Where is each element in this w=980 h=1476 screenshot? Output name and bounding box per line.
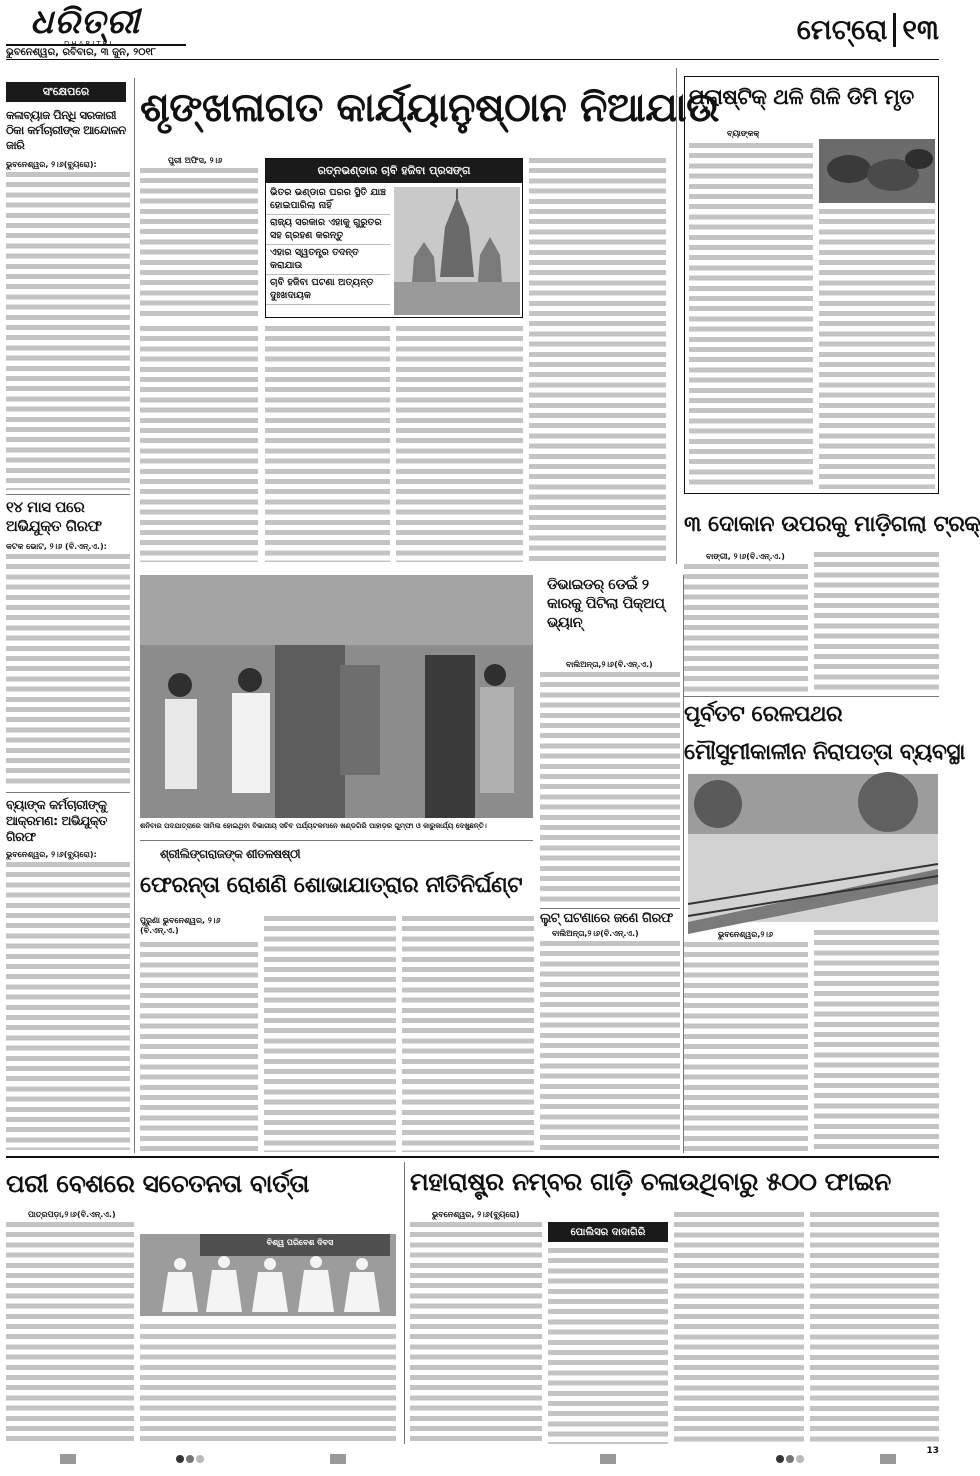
brief1-dateline: ଭୁବନେଶ୍ୱର, ୨।୬(ବ୍ୟୁରୋ): (6, 160, 97, 169)
procession-byline: ପୁରୁଣା ଭୁବନେଶ୍ୱର, ୨।୬ (ବି.ଏନ୍.ଏ.) (140, 916, 221, 935)
rail-body-col1 (684, 942, 808, 1152)
lead-bullet: ଚାବି ହଜିବା ଘଟଣା ଅତ୍ୟନ୍ତ ଦୁଃଖଦାୟକ (266, 275, 390, 305)
lead-body-col3 (396, 326, 523, 562)
brief-separator (6, 494, 130, 495)
column-rule (676, 68, 677, 564)
column-rule (404, 1162, 405, 1444)
fine-label: ପୋଲିସର ଦାଦାଗିରି (548, 1222, 668, 1242)
masthead-rule (6, 59, 939, 60)
divider-byline: ବାଲିଅନ୍ତା,୨।୬(ବି.ଏନ୍.ଏ.) (566, 660, 653, 669)
fine-body-col4 (810, 1212, 939, 1444)
section-title (797, 10, 939, 50)
loot-body (540, 941, 680, 1151)
brief3-dateline: ଭୁବନେଶ୍ୱର, ୨।୬(ବ୍ୟୁରୋ): (6, 850, 97, 859)
brief2-dateline: କଟକ ଭୋଟ, ୨।୬ (ବି.ଏନ୍.ଏ.): (6, 542, 107, 551)
lead-bullet-list (266, 185, 390, 305)
rail-headline-line1: ପୂର୍ବତଟ ରେଳପଥର (684, 702, 843, 727)
fairy-headline: ପରୀ ବେଶରେ ସଚେତନତା ବାର୍ତ୍ତା (6, 1169, 309, 1198)
procession-body-col2 (264, 916, 396, 1152)
brief1-body (6, 172, 130, 490)
fine-headline: ମହାରାଷ୍ଟ୍ର ନମ୍ବର ଗାଡ଼ି ଚଳାଉଥିବାରୁ ୫୦୦ ଫାଇନ (410, 1167, 891, 1196)
story-separator (684, 696, 939, 697)
fairy-body-col1 (6, 1222, 134, 1444)
fine-byline: ଭୁବନେଶ୍ୱର, ୨।୬(ବ୍ୟୁରୋ) (432, 1210, 520, 1219)
plastic-byline: ବ୍ୟାଙ୍କକ୍ (727, 129, 760, 138)
railway-track-image (688, 774, 938, 922)
brief-separator (6, 792, 130, 793)
lead-info-box (265, 158, 523, 318)
fine-body-col1 (410, 1222, 542, 1444)
truck-byline: ବାଙ୍ଗୀ, ୨।୬(ବି.ଏନ୍.ଏ.) (706, 552, 785, 561)
plastic-body-col1 (689, 143, 813, 489)
lead-bullet: ରାଜ୍ୟ ସରକାର ଏହାକୁ ଗୁରୁତର ସହ ଗ୍ରହଣ କରନ୍ତୁ (266, 215, 390, 245)
lead-body-col1 (140, 168, 258, 320)
brief3-body (6, 862, 130, 1150)
temple-photo (394, 187, 520, 315)
plastic-body-col2 (819, 209, 935, 489)
section-divider (893, 13, 896, 47)
plastic-headline: ପ୍ଲାଷ୍ଟିକ୍ ଥଳି ଗିଳି ଡିମି ମୃତ (689, 85, 914, 109)
page-number-label: ୧୩ (902, 13, 939, 46)
divider-headline: ଡିଭାଇଡର୍ ଡେଇଁ ୨ କାରକୁ ପିଟିଲା ପିକ୍ଅପ୍ ଭ୍ୟାନ୍ (547, 577, 665, 631)
temple-illustration (394, 187, 520, 315)
page-footer (0, 1448, 945, 1472)
procession-body-col3 (402, 916, 534, 1152)
procession-headline: ଫେରନ୍ତା ରୋଶଣି ଶୋଭାଯାତ୍ରାର ନୀତିନିର୍ଘଣ୍ଟ (140, 873, 523, 898)
cave-photo-caption: ଶନିବାର ପଦଯାତ୍ରାରେ ସାମିଲ ହୋଇଥିବା ବିଭାଗୀୟ ସଚିବ ପର୍ଯ୍ୟଟକମାନେ ଖଣ୍ଡଗିରି ପାହାଡ଼ର ଗୁମ୍ଫା ଓ କାରୁକାର୍ଯ୍ୟ ଦେଖୁଛନ୍ତି। (140, 822, 487, 830)
rail-headline-line2: ମୌସୁମୀକାଳୀନ ନିରାପତ୍ତା ବ୍ୟବସ୍ଥା (684, 740, 965, 765)
rail-body-col2 (814, 930, 939, 1152)
story-separator (540, 908, 680, 909)
lead-bullet: ଏହାର ସ୍ୱତନ୍ତ୍ର ତଦନ୍ତ କରାଯାଉ (266, 245, 390, 275)
lead-bullet: ଭିତର ଭଣ୍ଡାର ଘରର ସ୍ଥିତି ଯାଞ୍ଚ ହୋଇପାରିଲା ନାହିଁ (266, 185, 390, 215)
logo-text: ଧରିତ୍ରୀ (30, 2, 141, 42)
truck-headline: ୩ ଦୋକାନ ଉପରକୁ ମାଡ଼ିଗଲା ଟ୍ରକ୍ (684, 512, 980, 537)
fairy-photo-banner: ବିଶ୍ୱ ପରିବେଶ ଦିବସ (266, 1238, 334, 1247)
rail-photo (688, 774, 938, 922)
lead-box-title: ରତ୍ନଭଣ୍ଡାର ଚାବି ହଜିବା ପ୍ରସଙ୍ଗ (266, 159, 522, 183)
divider-body (540, 672, 680, 904)
brief2-headline: ୧୪ ମାସ ପରେ ଅଭିଯୁକ୍ତ ଗିରଫ (6, 498, 102, 535)
lead-byline: ପୁରୀ ଅଫିସ, ୨।୬ (168, 156, 223, 165)
rail-byline: ଭୁବନେଶ୍ୱର,୨।୬ (718, 930, 773, 939)
brief3-headline: ବ୍ୟାଙ୍କ କର୍ମଚାରୀଙ୍କୁ ଆକ୍ରମଣ: ଅଭିଯୁକ୍ତ ଗିରଫ (6, 797, 107, 844)
fairy-body-col2 (140, 1324, 396, 1444)
plastic-photo (819, 139, 935, 203)
lead-body-col1b (140, 326, 258, 562)
fine-body-col3 (674, 1212, 804, 1444)
truck-body-col2 (814, 552, 939, 694)
procession-body-col1 (140, 942, 258, 1152)
plastic-story-box (684, 76, 939, 494)
fairy-byline: ପାତ୍ରପଡ଼ା,୨।୬(ବି.ଏନ୍.ଏ.) (28, 1210, 116, 1219)
truck-body-col1 (684, 564, 808, 694)
fairy-photo (140, 1234, 396, 1316)
logo-subtext: DHARITRI (64, 40, 114, 48)
fine-body-col2 (548, 1248, 668, 1444)
page-number: 13 (926, 1446, 939, 1456)
cave-visit-image (140, 575, 533, 818)
section-label: ମେଟ୍ରୋ (796, 13, 888, 46)
section-rule (6, 1156, 939, 1158)
brief2-body (6, 554, 130, 786)
column-rule (134, 78, 135, 1153)
lead-body-col4 (529, 158, 666, 562)
loot-byline: ବାଲିଅନ୍ତା,୨।୬(ବି.ଏନ୍.ଏ.) (552, 929, 639, 938)
dateline: ଭୁବନେଶ୍ୱର, ରବିବାର, ୩ ଜୁନ, ୨୦୧୮ (6, 44, 186, 60)
plastic-bags-image (819, 139, 935, 203)
lead-headline: ଶୃଙ୍ଖଳାଗତ କାର୍ଯ୍ୟାନୁଷ୍ଠାନ ନିଆଯାଉ (140, 85, 719, 131)
story-separator (140, 840, 533, 841)
procession-kicker: ଶ୍ରୀଲିଙ୍ଗରାଜଙ୍କ ଶୀତଳଷଷ୍ଠୀ (160, 847, 301, 861)
briefs-label: ସଂକ୍ଷେପରେ (6, 82, 126, 102)
loot-headline: ଲୁଟ୍ ଘଟଣାରେ ଜଣେ ଗିରଫ (540, 911, 673, 926)
registration-marks (0, 1448, 945, 1472)
lead-body-col2 (265, 326, 390, 562)
cave-photo (140, 575, 533, 818)
brief1-headline: କଳାବ୍ୟାଜ ପିନ୍ଧି ସରକାରୀ ଠିକା କର୍ମଚାରୀଙ୍କ ଆନ୍ଦୋଳନ ଜାରି (6, 108, 126, 152)
